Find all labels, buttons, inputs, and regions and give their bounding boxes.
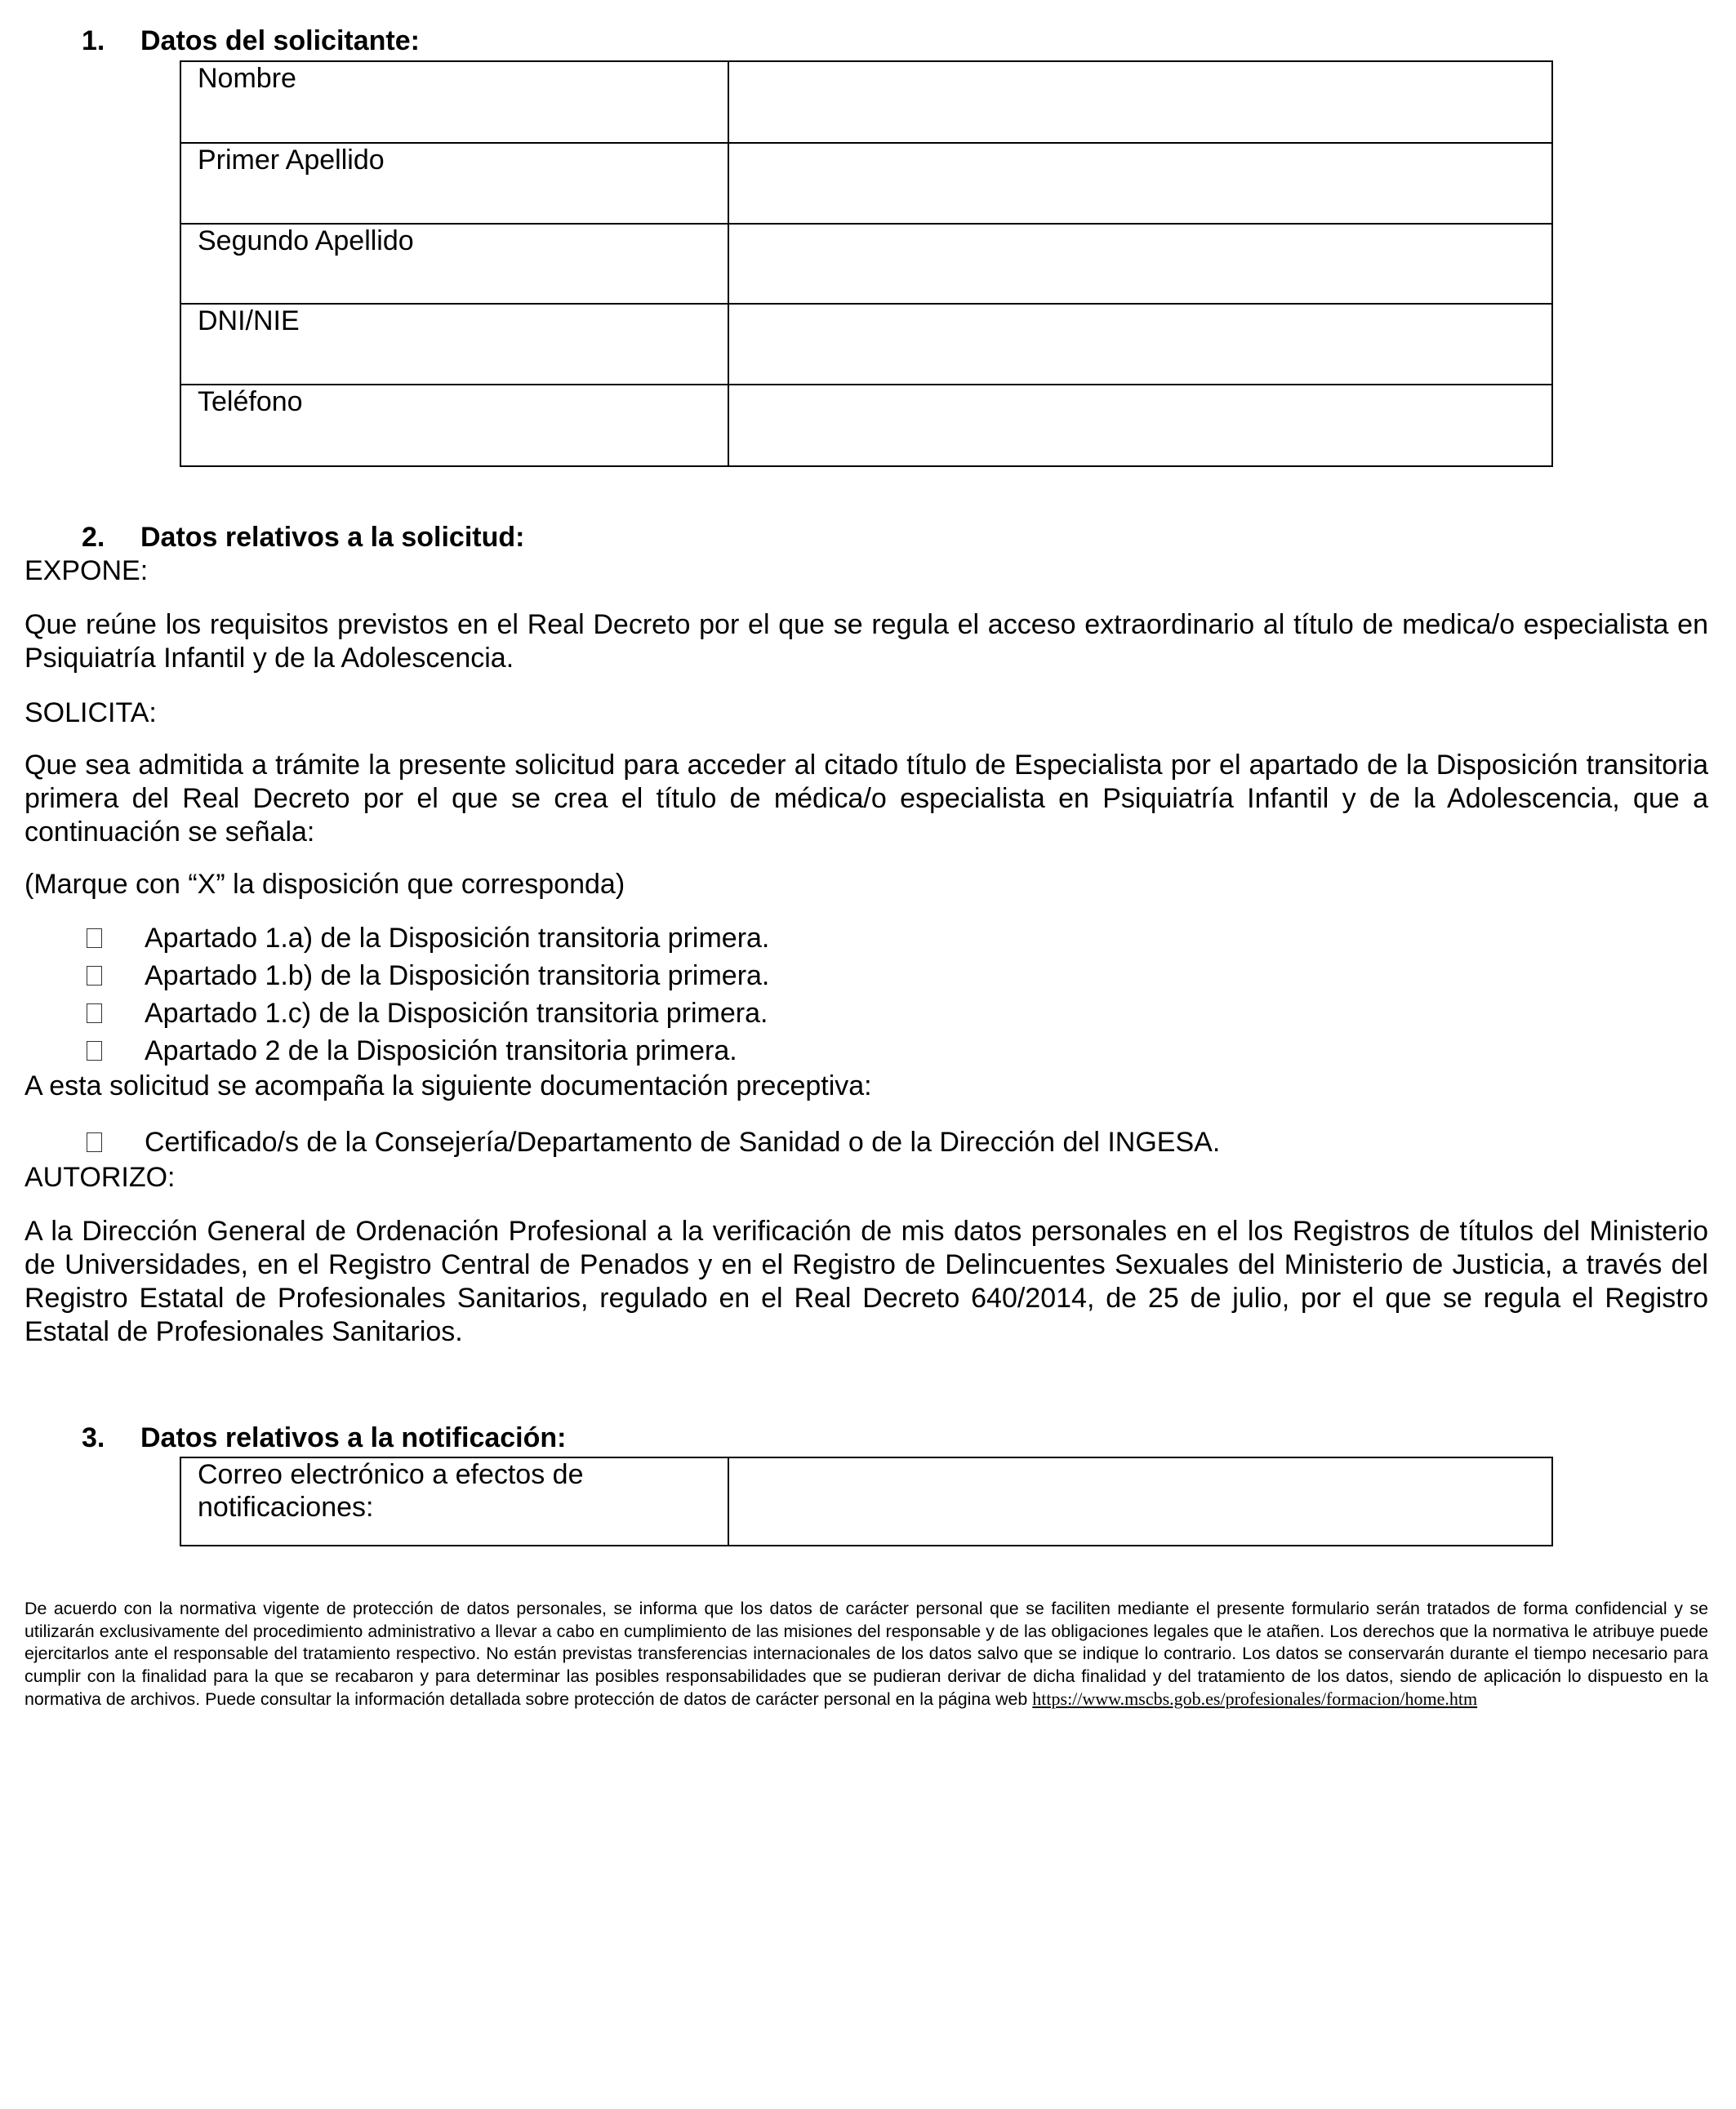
segundo-apellido-field[interactable] [728,224,1552,304]
autorizo-label: AUTORIZO: [24,1162,176,1193]
section-3-heading [82,1422,566,1454]
dni-nie-field[interactable] [728,304,1552,385]
option-2-label: Apartado 2 de la Disposición transitoria primera. [145,1035,737,1066]
nombre-field[interactable] [728,61,1552,143]
documentation-label: A esta solicitud se acompaña la siguiente documentación preceptiva: [24,1070,872,1101]
data-protection-notice [24,1598,1708,1711]
section-2-title: Datos relativos a la solicitud: [140,522,525,553]
segundo-apellido-label: Segundo Apellido [180,224,728,304]
option-1c[interactable] [82,997,768,1030]
email-label: Correo electrónico a efectos de notificaciones: [180,1457,728,1546]
table-row [180,61,1552,143]
section-1-number: 1. [82,25,105,56]
policy-link[interactable]: https://www.mscbs.gob.es/profesionales/formacion/home.htm [1032,1689,1478,1709]
notification-table [180,1457,1553,1546]
primer-apellido-label: Primer Apellido [180,143,728,224]
checkbox-documentation[interactable] [87,1132,102,1152]
checkbox-option-1b[interactable] [87,966,102,986]
section-2-number: 2. [82,522,105,553]
checkbox-option-1c[interactable] [87,1003,102,1023]
option-1c-label: Apartado 1.c) de la Disposición transitoria primera. [145,998,768,1029]
section-1-title: Datos del solicitante: [140,25,420,56]
expone-label: EXPONE: [24,555,149,586]
solicita-text: Que sea admitida a trámite la presente solicitud para acceder al citado título de Especialista por el apartado de la Disposición transitoria primera del Real Decreto por el que se crea el título de médica/o especialista en Psiquiatría Infantil y de la Adolescencia, que a continuación se señala: [24,750,1708,848]
section-3-title: Datos relativos a la notificación: [140,1422,567,1453]
telefono-label: Teléfono [180,385,728,466]
applicant-data-table [180,60,1553,467]
telefono-field[interactable] [728,385,1552,466]
checkbox-option-1a[interactable] [87,928,102,948]
table-row [180,1457,1552,1546]
option-1b[interactable] [82,959,769,992]
solicita-label: SOLICITA: [24,697,157,728]
email-field[interactable] [728,1457,1552,1546]
dni-nie-label: DNI/NIE [180,304,728,385]
autorizo-text: A la Dirección General de Ordenación Profesional a la verificación de mis datos personales en el los Registros de títulos del Ministerio de Universidades, en el Registro Central de Penados y en el Registro de Delincuentes Sexuales del Ministerio de Justicia, a través del Registro Estatal de Profesionales Sanitarios, regulado en el Real Decreto 640/2014, de 25 de julio, por el que se regula el Registro Estatal de Profesionales Sanitarios. [24,1216,1708,1347]
data-protection-text: De acuerdo con la normativa vigente de protección de datos personales, se informa que los datos de carácter personal que se faciliten mediante el presente formulario serán tratados de forma confidencial y se utilizarán exclusivamente del procedimiento administrativo a llevar a cabo en cumplimiento de las misiones del responsable y de las obligaciones legales que le atañen. Los derechos que la normativa le atribuye puede ejercitarlos ante el responsable del tratamiento respectivo. No están previstas transferencias internacionales de los datos salvo que se indique lo contrario. Los datos se conservarán durante el tiempo necesario para cumplir con la finalidad para la que se recabaron y para determinar las posibles responsabilidades que se pudieran derivar de dicha finalidad y del tratamiento de los datos, siendo de aplicación lo dispuesto en la normativa de archivos. Puede consultar la información detallada sobre protección de datos de carácter personal en la página web [24,1599,1708,1709]
option-1b-label: Apartado 1.b) de la Disposición transitoria primera. [145,960,770,991]
table-row [180,304,1552,385]
instruction-text: (Marque con “X” la disposición que corresponda) [24,869,625,900]
table-row [180,143,1552,224]
documentation-option-label: Certificado/s de la Consejería/Departamento de Sanidad o de la Dirección del INGESA. [145,1127,1221,1158]
checkbox-option-2[interactable] [87,1041,102,1061]
section-1-heading [82,24,420,57]
option-2[interactable] [82,1034,737,1067]
section-2-heading [82,521,524,554]
section-3-number: 3. [82,1422,105,1453]
option-1a[interactable] [82,922,769,954]
table-row [180,385,1552,466]
table-row [180,224,1552,304]
primer-apellido-field[interactable] [728,143,1552,224]
documentation-option[interactable] [82,1126,1220,1159]
expone-text: Que reúne los requisitos previstos en el Real Decreto por el que se regula el acceso extraordinario al título de medica/o especialista en Psiquiatría Infantil y de la Adolescencia. [24,609,1708,674]
option-1a-label: Apartado 1.a) de la Disposición transitoria primera. [145,923,770,954]
nombre-label: Nombre [180,61,728,143]
